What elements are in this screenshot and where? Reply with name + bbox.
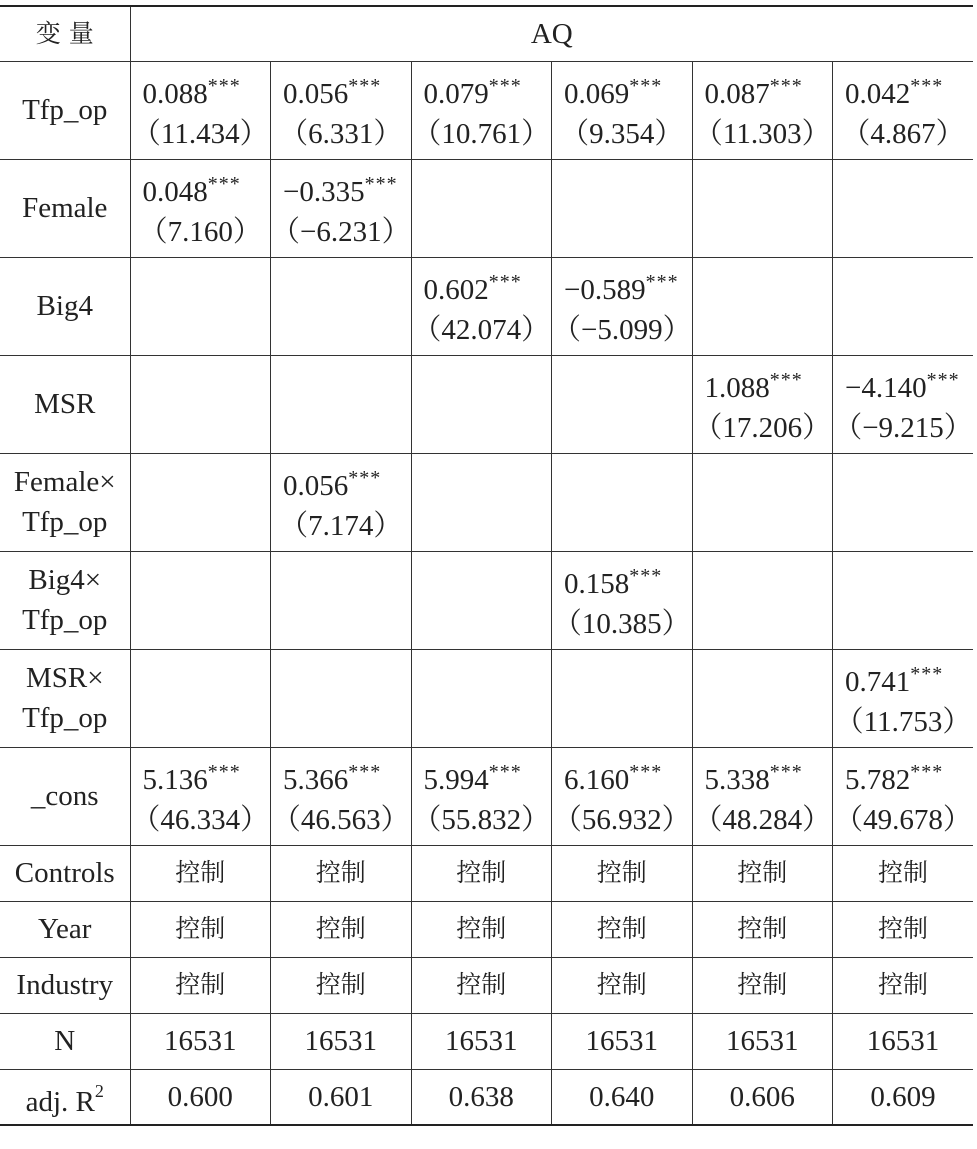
dependent-variable-header: AQ	[130, 6, 973, 61]
coefficient: 0.042***	[845, 75, 944, 110]
cell-adj-r2-4: 0.640	[552, 1069, 693, 1125]
coefficient: −0.589***	[564, 271, 679, 306]
cell-msr-2	[271, 355, 412, 453]
cell-female-x-tfp-op-2	[271, 453, 412, 551]
cell-big4-x-tfp-op-6	[833, 551, 974, 649]
cell-tfp-op-5	[692, 61, 833, 159]
cell-industry-1: 控制	[130, 957, 271, 1013]
cell-n-6: 16531	[833, 1013, 974, 1069]
coefficient: −4.140***	[845, 369, 960, 404]
cell-controls-1: 控制	[130, 845, 271, 901]
significance-stars: ***	[910, 761, 944, 783]
coefficient: 0.158***	[564, 565, 663, 600]
t-statistic: （42.074）	[412, 314, 551, 346]
significance-stars: ***	[348, 467, 382, 489]
cell-adj-r2-1: 0.600	[130, 1069, 271, 1125]
header-row	[0, 6, 973, 61]
row-label-year: Year	[0, 901, 130, 957]
table-row-female-x-tfp-op	[0, 453, 973, 551]
coefficient: 0.056***	[283, 467, 382, 502]
cell-female-x-tfp-op-1	[130, 453, 271, 551]
table-row-tfp-op	[0, 61, 973, 159]
cell-adj-r2-2: 0.601	[271, 1069, 412, 1125]
significance-stars: ***	[488, 75, 522, 97]
cell-female-1	[130, 159, 271, 257]
t-statistic: （9.354）	[560, 118, 684, 150]
significance-stars: ***	[926, 369, 960, 391]
significance-stars: ***	[629, 761, 663, 783]
significance-stars: ***	[488, 271, 522, 293]
t-statistic: （11.434）	[131, 118, 269, 150]
superscript: 2	[94, 1081, 104, 1102]
cell-female-x-tfp-op-6	[833, 453, 974, 551]
cell-msr-x-tfp-op-5	[692, 649, 833, 747]
cell-cons-5	[692, 747, 833, 845]
table-row-adj-r2	[0, 1069, 973, 1125]
significance-stars: ***	[207, 173, 241, 195]
cell-big4-2	[271, 257, 412, 355]
t-statistic: （11.753）	[834, 706, 972, 738]
cell-industry-2: 控制	[271, 957, 412, 1013]
t-statistic: （46.563）	[271, 804, 410, 836]
row-label-cons: _cons	[0, 747, 130, 845]
cell-industry-4: 控制	[552, 957, 693, 1013]
coefficient: 0.079***	[423, 75, 522, 110]
coefficient: 0.056***	[283, 75, 382, 110]
cell-year-3: 控制	[411, 901, 552, 957]
coefficient: 5.338***	[704, 761, 803, 796]
cell-controls-4: 控制	[552, 845, 693, 901]
cell-tfp-op-4	[552, 61, 693, 159]
t-statistic: （10.385）	[552, 608, 691, 640]
row-label-female-x-tfp-op: Female× Tfp_op	[0, 453, 130, 551]
t-statistic: （−9.215）	[833, 412, 973, 444]
row-label-n: N	[0, 1013, 130, 1069]
significance-stars: ***	[488, 761, 522, 783]
row-label-adj-r2: adj. $R^2$	[0, 1069, 130, 1125]
cell-year-2: 控制	[271, 901, 412, 957]
cell-adj-r2-6: 0.609	[833, 1069, 974, 1125]
significance-stars: ***	[645, 271, 679, 293]
cell-msr-5	[692, 355, 833, 453]
coefficient: 0.602***	[423, 271, 522, 306]
coefficient: 0.087***	[704, 75, 803, 110]
coefficient: 1.088***	[704, 369, 803, 404]
cell-cons-1	[130, 747, 271, 845]
cell-cons-2	[271, 747, 412, 845]
t-statistic: （11.303）	[693, 118, 831, 150]
cell-n-4: 16531	[552, 1013, 693, 1069]
row-label-big4: Big4	[0, 257, 130, 355]
cell-industry-3: 控制	[411, 957, 552, 1013]
cell-cons-3	[411, 747, 552, 845]
cell-big4-x-tfp-op-1	[130, 551, 271, 649]
cell-msr-1	[130, 355, 271, 453]
row-label-controls: Controls	[0, 845, 130, 901]
coefficient: 0.069***	[564, 75, 663, 110]
variable-header: 变 量	[0, 6, 130, 61]
cell-n-3: 16531	[411, 1013, 552, 1069]
significance-stars: ***	[910, 75, 944, 97]
significance-stars: ***	[769, 761, 803, 783]
t-statistic: （7.160）	[138, 216, 262, 248]
coefficient: 5.994***	[423, 761, 522, 796]
cell-big4-6	[833, 257, 974, 355]
cell-tfp-op-3	[411, 61, 552, 159]
table-row-female	[0, 159, 973, 257]
t-statistic: （56.932）	[552, 804, 691, 836]
coefficient: 5.136***	[142, 761, 241, 796]
significance-stars: ***	[348, 75, 382, 97]
cell-big4-5	[692, 257, 833, 355]
cell-tfp-op-6	[833, 61, 974, 159]
table-row-n	[0, 1013, 973, 1069]
cell-industry-5: 控制	[692, 957, 833, 1013]
cell-big4-x-tfp-op-5	[692, 551, 833, 649]
cell-year-4: 控制	[552, 901, 693, 957]
significance-stars: ***	[364, 173, 398, 195]
cell-big4-4	[552, 257, 693, 355]
significance-stars: ***	[207, 75, 241, 97]
row-label-big4-x-tfp-op: Big4× Tfp_op	[0, 551, 130, 649]
t-statistic: （55.832）	[412, 804, 551, 836]
cell-msr-x-tfp-op-3	[411, 649, 552, 747]
cell-tfp-op-1	[130, 61, 271, 159]
cell-big4-x-tfp-op-4	[552, 551, 693, 649]
t-statistic: （17.206）	[693, 412, 832, 444]
regression-table-container	[0, 5, 973, 1126]
coefficient: 6.160***	[564, 761, 663, 796]
coefficient: 0.048***	[142, 173, 241, 208]
cell-big4-x-tfp-op-2	[271, 551, 412, 649]
cell-female-x-tfp-op-5	[692, 453, 833, 551]
row-label-msr-x-tfp-op: MSR× Tfp_op	[0, 649, 130, 747]
cell-year-1: 控制	[130, 901, 271, 957]
cell-msr-4	[552, 355, 693, 453]
cell-n-5: 16531	[692, 1013, 833, 1069]
cell-msr-x-tfp-op-2	[271, 649, 412, 747]
cell-year-5: 控制	[692, 901, 833, 957]
significance-stars: ***	[629, 75, 663, 97]
cell-adj-r2-5: 0.606	[692, 1069, 833, 1125]
cell-msr-3	[411, 355, 552, 453]
table-row-big4	[0, 257, 973, 355]
row-label-female: Female	[0, 159, 130, 257]
cell-controls-2: 控制	[271, 845, 412, 901]
cell-female-x-tfp-op-4	[552, 453, 693, 551]
significance-stars: ***	[207, 761, 241, 783]
cell-female-3	[411, 159, 552, 257]
cell-controls-3: 控制	[411, 845, 552, 901]
table-row-controls	[0, 845, 973, 901]
cell-big4-3	[411, 257, 552, 355]
cell-big4-1	[130, 257, 271, 355]
table-row-year	[0, 901, 973, 957]
table-body	[0, 6, 973, 1125]
t-statistic: （49.678）	[834, 804, 972, 836]
significance-stars: ***	[769, 75, 803, 97]
coefficient: 5.782***	[845, 761, 944, 796]
coefficient: −0.335***	[283, 173, 398, 208]
cell-controls-6: 控制	[833, 845, 974, 901]
cell-msr-x-tfp-op-6	[833, 649, 974, 747]
regression-table	[0, 5, 973, 1126]
cell-cons-6	[833, 747, 974, 845]
table-row-msr-x-tfp-op	[0, 649, 973, 747]
row-label-tfp-op: Tfp_op	[0, 61, 130, 159]
cell-cons-4	[552, 747, 693, 845]
t-statistic: （6.331）	[279, 118, 403, 150]
coefficient: 0.088***	[142, 75, 241, 110]
cell-female-5	[692, 159, 833, 257]
coefficient: 0.741***	[845, 663, 944, 698]
cell-female-2	[271, 159, 412, 257]
cell-tfp-op-2	[271, 61, 412, 159]
t-statistic: （48.284）	[693, 804, 832, 836]
cell-controls-5: 控制	[692, 845, 833, 901]
significance-stars: ***	[910, 663, 944, 685]
t-statistic: （46.334）	[131, 804, 270, 836]
t-statistic: （7.174）	[279, 510, 403, 542]
significance-stars: ***	[769, 369, 803, 391]
significance-stars: ***	[348, 761, 382, 783]
cell-big4-x-tfp-op-3	[411, 551, 552, 649]
row-label-msr: MSR	[0, 355, 130, 453]
cell-female-x-tfp-op-3	[411, 453, 552, 551]
table-row-cons	[0, 747, 973, 845]
cell-n-2: 16531	[271, 1013, 412, 1069]
t-statistic: （−6.231）	[271, 216, 411, 248]
cell-msr-x-tfp-op-4	[552, 649, 693, 747]
cell-msr-6	[833, 355, 974, 453]
cell-year-6: 控制	[833, 901, 974, 957]
coefficient: 5.366***	[283, 761, 382, 796]
table-row-big4-x-tfp-op	[0, 551, 973, 649]
t-statistic: （10.761）	[412, 118, 551, 150]
significance-stars: ***	[629, 565, 663, 587]
cell-adj-r2-3: 0.638	[411, 1069, 552, 1125]
row-label-industry: Industry	[0, 957, 130, 1013]
cell-n-1: 16531	[130, 1013, 271, 1069]
table-row-msr	[0, 355, 973, 453]
cell-female-4	[552, 159, 693, 257]
cell-msr-x-tfp-op-1	[130, 649, 271, 747]
table-row-industry	[0, 957, 973, 1013]
t-statistic: （−5.099）	[552, 314, 692, 346]
cell-female-6	[833, 159, 974, 257]
cell-industry-6: 控制	[833, 957, 974, 1013]
t-statistic: （4.867）	[841, 118, 965, 150]
